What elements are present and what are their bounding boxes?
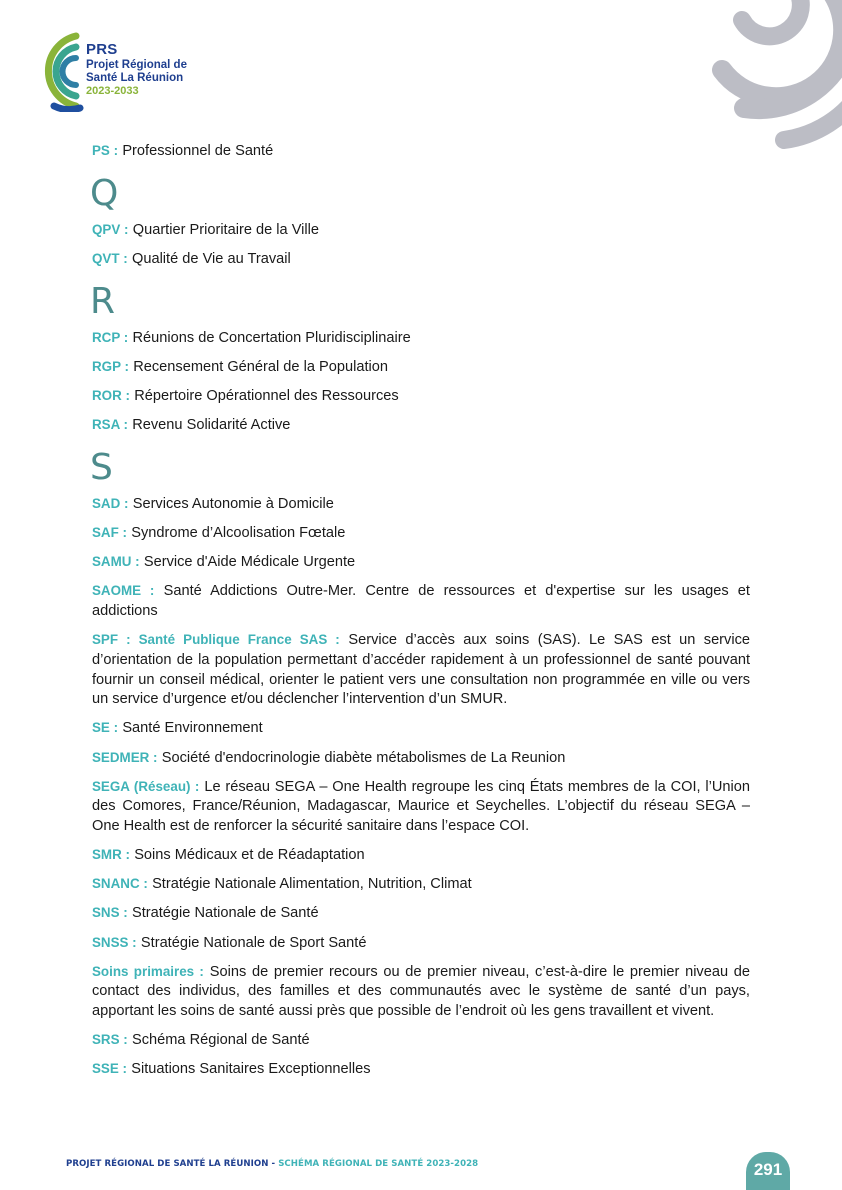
- entry-definition: Soins Médicaux et de Réadaptation: [134, 847, 365, 864]
- glossary-entry: [92, 1030, 750, 1051]
- glossary-content: [92, 141, 750, 1089]
- entry-abbr: PS :: [92, 143, 119, 158]
- entry-abbr: SAD :: [92, 495, 129, 511]
- entry-definition: Répertoire Opérationnel des Ressources: [134, 387, 399, 404]
- page-number: 291: [746, 1152, 790, 1190]
- glossary-entry: [92, 962, 750, 1022]
- glossary-entry: [92, 630, 750, 710]
- entry-definition: Santé Addictions Outre-Mer. Centre de ressources et d'expertise sur les usages et addictions: [92, 583, 750, 619]
- entry-definition: Professionnel de Santé: [122, 143, 274, 159]
- glossary-entry: [92, 249, 750, 270]
- glossary-entry: [92, 494, 750, 515]
- prs-logo: [24, 28, 214, 112]
- entry-definition: Société d'endocrinologie diabète métabolismes de La Reunion: [161, 749, 566, 766]
- entry-definition: Santé Environnement: [122, 720, 263, 737]
- entry-definition: Service d’accès aux soins (SAS). Le SAS est un service d’orientation de la population permettant d’accéder rapidement à un professionnel de santé pouvant fournir un conseil médical, orienter le patient vers une consultation non programmée en ville ou vers un service d’urgence et/ou déclencher l’intervention d’un SMUR.: [92, 631, 750, 708]
- glossary-entry: [92, 141, 750, 162]
- glossary-entry: [92, 874, 750, 895]
- entry-abbr: SAMU :: [92, 553, 140, 569]
- entry-abbr: SNANC :: [92, 876, 148, 892]
- entry-abbr: Soins primaires :: [92, 963, 204, 979]
- entry-abbr: SPF : Santé Publique France SAS :: [92, 631, 340, 647]
- entry-abbr: SMR :: [92, 847, 130, 863]
- logo-title: PRS: [86, 41, 118, 58]
- entry-abbr: SAOME :: [92, 583, 155, 599]
- glossary-entry: [92, 581, 750, 622]
- footer-document-title: PROJET RÉGIONAL DE SANTÉ LA RÉUNION: [66, 1159, 269, 1169]
- footer-section-title: SCHÉMA RÉGIONAL DE SANTÉ 2023-2028: [278, 1159, 479, 1169]
- entry-abbr: SAF :: [92, 524, 127, 540]
- entry-definition: Soins de premier recours ou de premier niveau, c’est-à-dire le premier niveau de contact des individus, des familles et des communautés avec le système de santé d’un pays, apportant les soins de santé aussi près que possible de l’endroit où les gens travaillent et vivent.: [92, 963, 750, 1020]
- entry-definition: Stratégie Nationale de Sport Santé: [140, 934, 367, 951]
- letter-heading-s: S: [90, 446, 113, 488]
- footer-separator: -: [268, 1159, 279, 1169]
- entry-definition: Services Autonomie à Domicile: [132, 495, 334, 512]
- entry-abbr: SE :: [92, 720, 119, 736]
- entry-abbr: RGP :: [92, 358, 129, 374]
- page-footer: [66, 1159, 478, 1169]
- glossary-entry: [92, 1059, 750, 1080]
- glossary-entry: [92, 328, 750, 349]
- glossary-entry: [92, 748, 750, 769]
- entry-definition: Qualité de Vie au Travail: [131, 250, 291, 267]
- glossary-entry: [92, 718, 750, 739]
- entry-definition: Stratégie Nationale Alimentation, Nutrition, Climat: [152, 876, 472, 893]
- entry-abbr: RCP :: [92, 329, 129, 345]
- entry-abbr: ROR :: [92, 387, 130, 403]
- glossary-entry: [92, 415, 750, 436]
- entry-definition: Recensement Général de la Population: [133, 358, 388, 375]
- entry-abbr: SNS :: [92, 905, 128, 921]
- glossary-entry: [92, 357, 750, 378]
- entry-definition: Stratégie Nationale de Santé: [131, 905, 319, 922]
- entry-abbr: QPV :: [92, 221, 129, 237]
- entry-abbr: SSE :: [92, 1061, 127, 1077]
- entry-definition: Syndrome d’Alcoolisation Fœtale: [131, 524, 346, 541]
- entry-abbr: SRS :: [92, 1032, 128, 1048]
- entry-abbr: SNSS :: [92, 934, 137, 950]
- entry-definition: Schéma Régional de Santé: [131, 1032, 310, 1049]
- decorative-arcs-icon: [702, 0, 842, 160]
- glossary-entry: [92, 386, 750, 407]
- entry-abbr: SEGA (Réseau) :: [92, 778, 200, 794]
- entry-abbr: QVT :: [92, 250, 128, 266]
- entry-definition: Quartier Prioritaire de la Ville: [132, 221, 320, 238]
- glossary-entry: [92, 933, 750, 954]
- glossary-entry: [92, 552, 750, 573]
- logo-subtitle-line2: Santé La Réunion: [86, 72, 184, 84]
- letter-heading-r: R: [90, 280, 116, 322]
- entry-definition: Le réseau SEGA – One Health regroupe les cinq États membres de la COI, l’Union des Comores, France/Réunion, Madagascar, Maurice et Seychelles. L’objectif du réseau SEGA – One Health est de renforcer la sécurité sanitaire dans l’espace COI.: [92, 778, 750, 835]
- entry-definition: Service d'Aide Médicale Urgente: [143, 553, 356, 570]
- glossary-entry: [92, 523, 750, 544]
- letter-heading-q: Q: [90, 172, 119, 214]
- entry-abbr: RSA :: [92, 416, 128, 432]
- glossary-entry: [92, 220, 750, 241]
- logo-subtitle-line1: Projet Régional de: [86, 59, 187, 71]
- glossary-entry: [92, 845, 750, 866]
- entry-abbr: SEDMER :: [92, 749, 158, 765]
- entry-definition: Revenu Solidarité Active: [132, 416, 291, 433]
- prs-logo-arcs-icon: [24, 28, 84, 112]
- glossary-entry: [92, 903, 750, 924]
- entry-definition: Réunions de Concertation Pluridisciplinaire: [132, 329, 411, 346]
- glossary-entry: [92, 777, 750, 837]
- logo-years: 2023-2033: [86, 85, 139, 97]
- entry-definition: Situations Sanitaires Exceptionnelles: [131, 1061, 371, 1078]
